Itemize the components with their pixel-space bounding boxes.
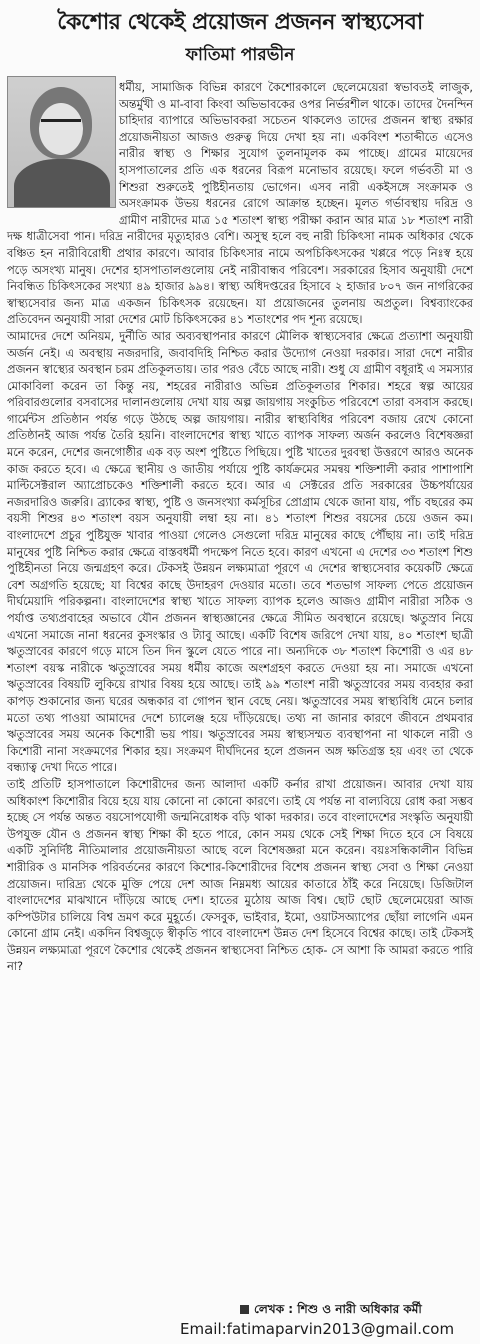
article-headline: কৈশোর থেকেই প্রয়োজন প্রজনন স্বাস্থ্যসেবা (57, 10, 423, 35)
article-body (7, 80, 473, 976)
author-role-text: লেখক : শিশু ও নারী অধিকার কর্মী (254, 1302, 422, 1316)
article-paragraph-2: আমাদের দেশে অনিয়ম, দুর্নীতি আর অব্যবস্থাপনার কারণে মৌলিক স্বাস্থ্যসেবার ক্ষেত্রে প্রত্যাশা অনুযায়ী অর্জন নেই। এ অবস্থায় নজরদারি, জবাবদিহি নিশ্চিত করার উদ্যোগ নেওয়া দরকার। সারা দেশে নারীর প্রজনন স্বাস্থ্যের অবস্থান চরম প্রতিকূলতায়। তার পরও বেঁচে আছে নারী। শুধু যে গ্রামীণ বধূরাই এ সমস্যার মোকাবিলা করেন তা কিন্তু নয়, শহরের নারীরাও অভিন্ন প্রতিকূলতার শিকার। শহরে স্বল্প আয়ের পরিবারগুলোর বসবাসের দালানগুলোয় দেখা যায় অল্প জায়গায় সংকুচিত পরিবেশে তারা বসবাস করছে। গার্মেন্টস প্রতিষ্ঠান পর্যন্ত গড়ে উঠছে অল্প জায়গায়। নারীর স্বাস্থ্যবিধির পরিবেশ বজায় রেখে কোনো প্রতিষ্ঠানই আজ পর্যন্ত তৈরি হয়নি। বাংলাদেশের স্বাস্থ্য খাতে ব্যাপক সাফল্য অর্জন করলেও বিশেষজ্ঞরা মনে করেন, দেশের জনগোষ্ঠীর এক বড় অংশ পুষ্টিতে পিছিয়ে। পুষ্টি খাতের দুরবস্থা উত্তরণে আরও অনেক কাজ করতে হবে। এ ক্ষেত্রে স্থানীয় ও জাতীয় পর্যায়ে পুষ্টি কার্যক্রমের সমন্বয় শক্তিশালী করার পাশাপাশি মাল্টিসেক্টরাল অ্যাপ্রোচকেও শক্তিশালী করতে হবে। আর এ সেক্টরের প্রতি সরকারের উচ্চপর্যায়ের নজরদারিও জরুরি। ব্র্যাকের স্বাস্থ্য, পুষ্টি ও জনসংখ্যা কর্মসূচির প্রোগ্রাম থেকে জানা যায়, পাঁচ বছরের কম বয়সী শিশুর ৪৩ শতাংশ বয়স অনুযায়ী লম্বা হয় না। ৪১ শতাংশ শিশুর বয়সের চেয়ে ওজন কম। বাংলাদেশে প্রচুর পুষ্টিযুক্ত খাবার পাওয়া গেলেও সেগুলো দরিদ্র মানুষের কাছে পৌঁছায় না। তাই দরিদ্র মানুষের পুষ্টি নিশ্চিত করার ক্ষেত্রে বাস্তবধর্মী পদক্ষেপ নিতে হবে। কারণ এখনো এ দেশের ৩৩ শতাংশ শিশু পুষ্টিহীনতা নিয়ে জন্মগ্রহণ করে। টেকসই উন্নয়ন লক্ষ্যমাত্রা পূরণে এ দেশের স্বাস্থ্যসেবার কয়েকটি ক্ষেত্রে বেশ অগ্রগতি হয়েছে; যা বিশ্বের কাছে উদাহরণ দেওয়ার মতো। তবে শতভাগ সাফল্য পেতে প্রয়োজন দীর্ঘমেয়াদি পরিকল্পনা। বাংলাদেশের স্বাস্থ্য খাতে সাফল্য ব্যাপক হলেও আজও গ্রামীণ নারীরা সঠিক ও পর্যাপ্ত তথ্যপ্রবাহের অভাবে যৌন প্রজনন স্বাস্থ্যজ্ঞানের ক্ষেত্রে সীমিত অবস্থানে রয়েছে। ঋতুস্রাব নিয়ে এখনো সমাজে নানা ধরনের কুসংস্কার ও ট্যাবু আছে। একটি বিশেষ জরিপে দেখা যায়, ৪০ শতাংশ ছাত্রী ঋতুস্রাবের কারণে গড়ে মাসে তিন দিন স্কুলে যেতে পারে না। অন্যদিকে ৩৮ শতাংশ কিশোরী ও এর ৪৮ শতাংশ বয়স্ক নারীকে ঋতুস্রাবের সময় ধর্মীয় কাজে অংশগ্রহণ করতে দেওয়া হয় না। সমাজে এখনো ঋতুস্রাবের বিষয়টি লুকিয়ে রাখার বিষয় হয়ে আছে। তাই ৯৯ শতাংশ নারী ঋতুস্রাবের সময় ব্যবহার করা কাপড় শুকানোর জন্য ঘরের অন্ধকার বা গোপন স্থান বেছে নেয়। ঋতুস্রাবের সময় স্বাস্থ্যবিধি মেনে চলার মতো তথ্য পাওয়া আমাদের দেশে চ্যালেঞ্জ হয়ে দাঁড়িয়েছে। তথ্য না জানার কারণে জীবনে প্রথমবার ঋতুস্রাবের সময় অনেক কিশোরী ভয় পায়। ঋতুস্রাবের সময় স্বাস্থ্যসম্মত ব্যবস্থাপনা না থাকলে নারী ও কিশোরী নানা সংক্রমণের শিকার হয়। সংক্রমণ দীর্ঘদিনের হলে প্রজনন অঙ্গ ক্ষতিগ্রস্ত হয় এবং তা থেকে বন্ধ্যাত্ব দেখা দিতে পারে। (7, 329, 474, 775)
photo-wrap-spacer (7, 80, 119, 218)
article-paragraph-1: ধর্মীয়, সামাজিক বিভিন্ন কারণে কৈশোরকালে ছেলেমেয়েরা স্বভাবতই লাজুক, অন্তর্মুখী ও মা-বাবা কিংবা অভিভাবকের ওপর নির্ভরশীল থাকে। তাদের দৈনন্দিন চাহিদার ব্যাপারে অভিভাবকরা সচেতন থাকলেও তাদের প্রজনন স্বাস্থ্য রক্ষার প্রয়োজনীয়তা আজও গুরুত্ব দিয়ে দেখা হয় না। একবিংশ শতাব্দীতে এসেও নারীর স্বাস্থ্য ও শিক্ষার সুযোগ তুলনামূলক কম পাচ্ছে। গ্রামের মায়েদের হাসপাতালের প্রতি এক ধরনের বিরূপ মনোভাব রয়েছে। ফলে গর্ভবতী মা ও শিশুরা শুরুতেই পুষ্টিহীনতায় ভোগেন। এসব নারী একইসঙ্গে সংক্রামক ও অসংক্রামক উভয় ধরনের রোগে আক্রান্ত হচ্ছেন। মূলত গর্ভাবস্থায় দরিদ্র ও গ্রামীণ নারীদের মাত্র ১৫ শতাংশ স্বাস্থ্য পরীক্ষা করান আর মাত্র ১৮ শতাংশ নারী দক্ষ ধাত্রীসেবা পান। দরিদ্র নারীদের মৃত্যুহারও বেশি। অসুস্থ হলে বহু নারী চিকিৎসা নামক অধিকার থেকে বঞ্চিত হন নারীবিরোধী প্রথার কারণে। আবার চিকিৎসার নামে অপচিকিৎসকের খপ্পরে পড়ে নিঃস্ব হয়ে পড়ে অসংখ্য মানুষ। দেশের হাসপাতালগুলোয় নেই নারীবান্ধব পরিবেশ। সরকারের হিসাব অনুযায়ী দেশে নিবন্ধিত চিকিৎসকের সংখ্যা ৪৯ হাজার ৯৯৪। স্বাস্থ্য অধিদপ্তরের হিসাবে ২ হাজার ৮০৭ জন নাগরিকের স্বাস্থ্যসেবার জন্য মাত্র একজন চিকিৎসক রয়েছেন। যা প্রয়োজনের তুলনায় অপ্রতুল। বিশ্বব্যাংকের প্রতিবেদন অনুযায়ী সারা দেশের মোট চিকিৎসকের ৪১ শতাংশের পদ শূন্য রয়েছে। (7, 81, 473, 327)
square-bullet-icon (240, 1305, 249, 1314)
author-role (240, 1300, 422, 1318)
article-paragraph-3: তাই প্রতিটি হাসপাতালে কিশোরীদের জন্য আলাদা একটি কর্নার রাখা প্রয়োজন। আবার দেখা যায় অধিকাংশ কিশোরীর বিয়ে হয়ে যায় কোনো না কোনো কারণে। তাই যে পর্যন্ত না বাল্যবিয়ে রোধ করা সম্ভব হচ্ছে সে পর্যন্ত অন্তত বয়সোপযোগী জন্মনিরোধক বড়ি থাকা দরকার। তবে বাংলাদেশের সংস্কৃতি অনুযায়ী উপযুক্ত যৌন ও প্রজনন স্বাস্থ্য শিক্ষা কী হতে পারে, কোন সময় থেকে সেই শিক্ষা দিতে হবে সে বিষয়ে একটি সুনির্দিষ্ট নীতিমালার প্রয়োজনীয়তা আছে বলে বিশেষজ্ঞরা মনে করেন। বয়ঃসন্ধিকালীন বিভিন্ন শারীরিক ও মানসিক পরিবর্তনের কারণে কিশোর-কিশোরীদের বিশেষ প্রজনন স্বাস্থ্য সেবা ও শিক্ষা নেওয়া প্রয়োজন। দারিদ্র্য থেকে মুক্তি পেয়ে দেশ আজ নিম্নমধ্য আয়ের কাতারে ঠাঁই করে নিয়েছে। ডিজিটাল বাংলাদেশের মাঝখানে দাঁড়িয়ে আছে দেশ। হাতের মুঠোয় আজ বিশ্ব। ছোট ছোট ছেলেমেয়েরা আজ কম্পিউটার চালিয়ে বিশ্ব ভ্রমণ করে মুহূর্তে। ফেসবুক, ভাইবার, ইমো, ওয়াটসঅ্যাপের ছোঁয়া লাগেনি এমন কোনো গ্রাম নেই। একদিন বিশ্বজুড়ে স্বীকৃতি পাবে বাংলাদেশ উন্নত দেশ হিসেবে বিশ্বের কাছে। তাই টেকসই উন্নয়ন লক্ষ্যমাত্রা পূরণে কৈশোর থেকেই প্রজনন স্বাস্থ্যসেবা নিশ্চিত হোক- সে আশা কি আমরা করতে পারি না? (7, 777, 473, 974)
author-email: Email:fatimaparvin2013@gmail.com (180, 1320, 455, 1338)
author-byline: ফাতিমা পারভীন (185, 45, 295, 65)
